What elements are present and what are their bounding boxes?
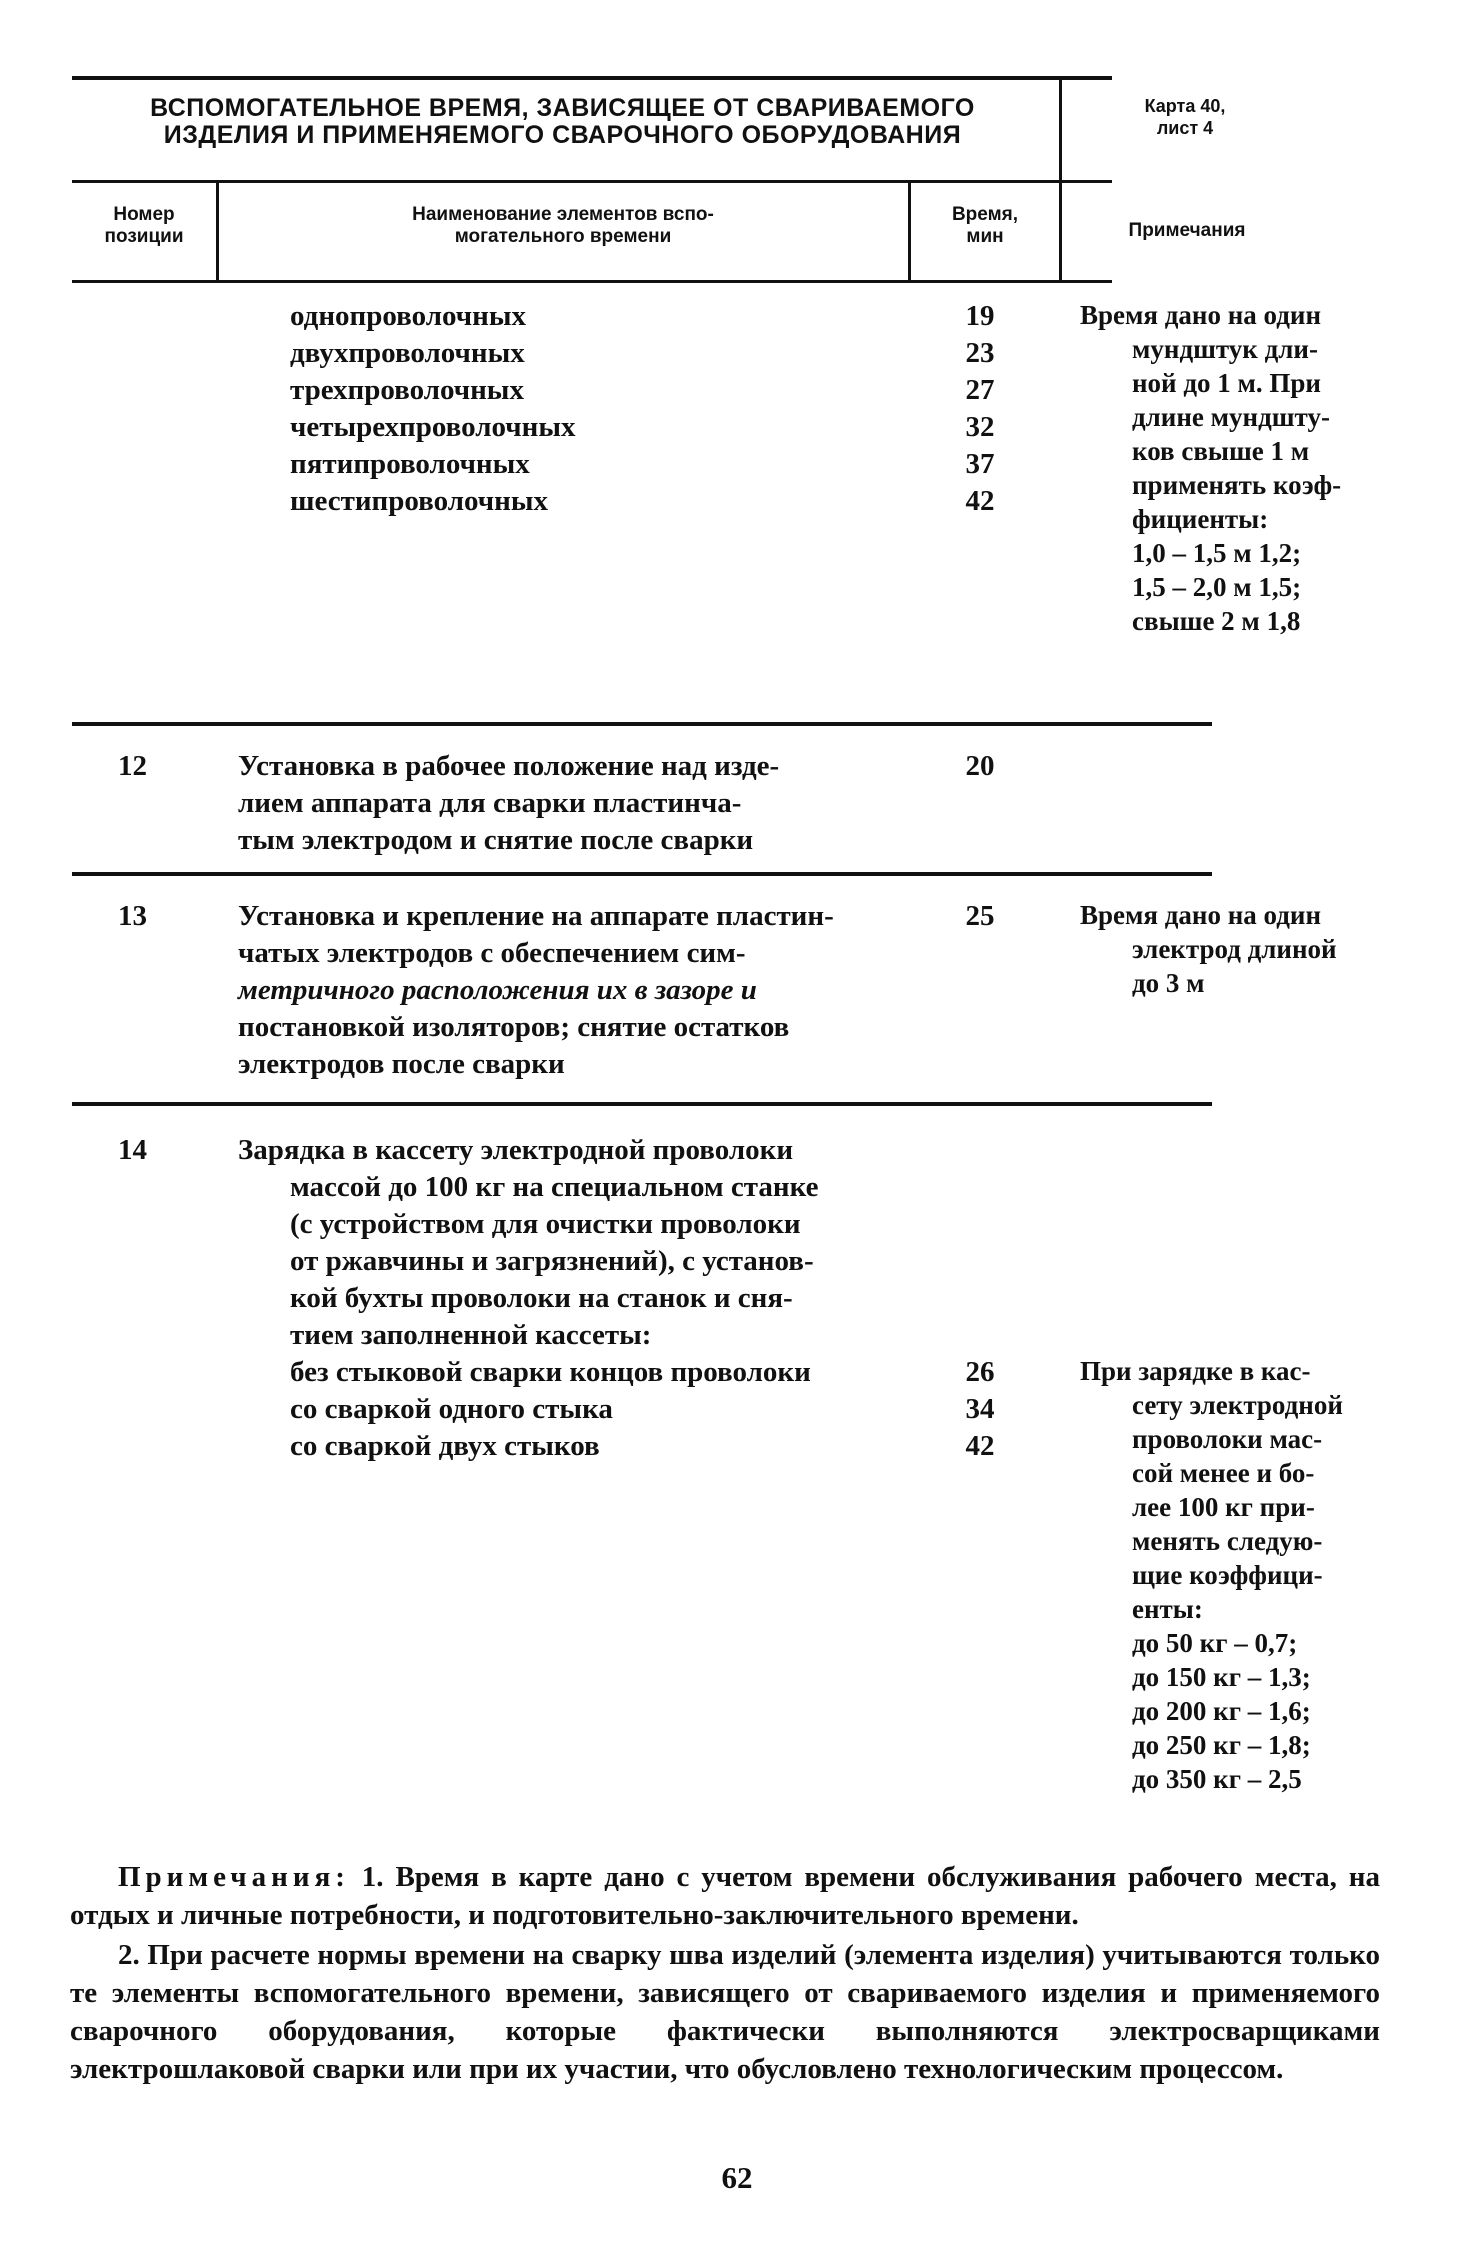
note-line: Время дано на один [1080,900,1322,930]
section-rule-12 [72,722,1212,726]
row-14-note [1080,1354,1400,1796]
time-value: 37 [965,448,995,480]
note-line: применять коэф- [1132,470,1342,500]
list-item: четырехпроволочных [290,411,576,443]
note-line: длине мундшту- [1132,402,1330,432]
note-line: сой менее и бо- [1132,1458,1315,1488]
time-value: 19 [965,300,995,332]
time-value: 26 [965,1356,995,1388]
card-number-line-2: лист 4 [1156,118,1214,138]
column-header-time-line-1: Время, [951,204,1019,225]
description-line: электродов после сварки [238,1048,565,1080]
card-title [80,95,1045,149]
column-header-position [72,204,216,248]
column-header-notes [1062,220,1312,242]
time-value: 23 [965,337,995,369]
column-header-name-line-1: Наименование элементов вспо- [412,204,714,225]
card-number-line-1: Карта 40, [1144,96,1226,116]
header-top-rule [72,76,1112,80]
note-line: фициенты: [1132,504,1269,534]
note-line: 1,0 – 1,5 м 1,2; [1132,538,1302,568]
description-line: массой до 100 кг на специальном станке [290,1171,819,1203]
description-line: лием аппарата для сварки пластинча- [238,787,742,819]
description-line: тым электродом и снятие после сварки [238,824,754,856]
card-number [1075,95,1295,139]
column-header-notes-text: Примечания [1128,220,1246,241]
list-item: двухпроволочных [290,337,525,369]
section-rule-14 [72,1102,1212,1106]
column-header-time [912,204,1058,248]
note-line: свыше 2 м 1,8 [1132,606,1301,636]
list-item: однопроволочных [290,300,526,332]
note-line: до 250 кг – 1,8; [1132,1730,1311,1760]
group-top-note [1080,298,1400,638]
note-line: Время дано на один [1080,300,1322,330]
note-line: 1,5 – 2,0 м 1,5; [1132,572,1302,602]
time-value: 34 [965,1393,995,1425]
footnote-2 [70,1936,1380,2088]
row-14-number: 14 [118,1134,147,1166]
list-item: трехпроволочных [290,374,524,406]
group-top-names [290,298,575,520]
time-value: 27 [965,374,995,406]
column-divider-3 [1059,76,1062,282]
list-item: со сваркой одного стыка [290,1393,613,1425]
note-line: щие коэффици- [1132,1560,1323,1590]
note-line: мундштук дли- [1132,334,1318,364]
note-line: до 350 кг – 2,5 [1132,1764,1302,1794]
note-line: до 150 кг – 1,3; [1132,1662,1311,1692]
footnotes-label: Примечания: [118,1861,350,1893]
row-12-description [238,748,898,859]
note-line: ной до 1 м. При [1132,368,1321,398]
card-title-line-1: ВСПОМОГАТЕЛЬНОЕ ВРЕМЯ, ЗАВИСЯЩЕЕ ОТ СВАРИВАЕМОГО [150,94,975,122]
row-14-times [945,1354,1015,1465]
list-item: со сваркой двух стыков [290,1430,600,1462]
note-line: проволоки мас- [1132,1424,1323,1454]
column-header-position-line-1: Номер [113,204,175,225]
description-line: Установка в рабочее положение над изде- [238,750,780,782]
description-line: Установка и крепление на аппарате пластин- [238,900,834,932]
description-line: метричного расположения их в зазоре и [238,974,757,1006]
description-line: тием заполненной кассеты: [290,1319,652,1351]
row-13-number: 13 [118,900,147,932]
description-line: Зарядка в кассету электродной проволоки [238,1134,794,1166]
row-13-description [238,898,908,1083]
card-title-line-2: ИЗДЕЛИЯ И ПРИМЕНЯЕМОГО СВАРОЧНОГО ОБОРУДОВАНИЯ [163,121,962,149]
time-value: 42 [965,485,995,517]
column-header-time-line-2: мин [966,226,1004,247]
footnote-1 [70,1858,1380,1934]
row-12-number: 12 [118,750,147,782]
section-rule-13 [72,872,1212,876]
list-item: без стыковой сварки концов проволоки [290,1356,811,1388]
note-line: менять следую- [1132,1526,1323,1556]
column-header-position-line-2: позиции [104,226,184,247]
columns-bottom-rule [72,280,1112,283]
column-divider-2 [908,180,911,282]
column-header-name [220,204,906,248]
footnote-1-text: 1. Время в карте дано с учетом времени обслуживания рабочего места, на отдых и личные потребности, и подготовительно-заключительного времени. [70,1861,1380,1931]
header-divider-rule [72,180,1112,183]
note-line: сету электродной [1132,1390,1343,1420]
page-number: 62 [721,2160,753,2195]
note-line: ков свыше 1 м [1132,436,1310,466]
description-line: постановкой изоляторов; снятие остатков [238,1011,790,1043]
note-line: до 50 кг – 0,7; [1132,1628,1298,1658]
row-14-description [238,1132,918,1354]
description-line: от ржавчины и загрязнений), с установ- [290,1245,814,1277]
note-line: до 3 м [1132,968,1205,998]
note-line: При зарядке в кас- [1080,1356,1311,1386]
list-item: пятипроволочных [290,448,530,480]
row-14-items [290,1354,910,1465]
note-line: электрод длиной [1132,934,1337,964]
note-line: енты: [1132,1594,1203,1624]
group-top-times [945,298,1015,520]
description-line: чатых электродов с обеспечением сим- [238,937,746,969]
time-value: 42 [965,1430,995,1462]
row-12-time: 20 [965,750,995,782]
time-value: 32 [965,411,995,443]
row-13-note [1080,898,1400,1000]
description-line: (с устройством для очистки проволоки [290,1208,801,1240]
row-13-time: 25 [965,900,995,932]
column-header-name-line-2: могательного времени [454,226,672,247]
column-divider-1 [216,180,219,282]
note-line: лее 100 кг при- [1132,1492,1315,1522]
list-item: шестипроволочных [290,485,548,517]
description-line: кой бухты проволоки на станок и сня- [290,1282,793,1314]
footnote-2-text: 2. При расчете нормы времени на сварку шва изделий (элемента изделия) учитываются только те элементы вспомогательного времени, зависящего от свариваемого изделия и применяемого сварочного оборудования, которые фактически выполняются электросварщиками электрошлаковой сварки или при их участии, что обусловлено технологическим процессом. [70,1939,1380,2085]
note-line: до 200 кг – 1,6; [1132,1696,1311,1726]
